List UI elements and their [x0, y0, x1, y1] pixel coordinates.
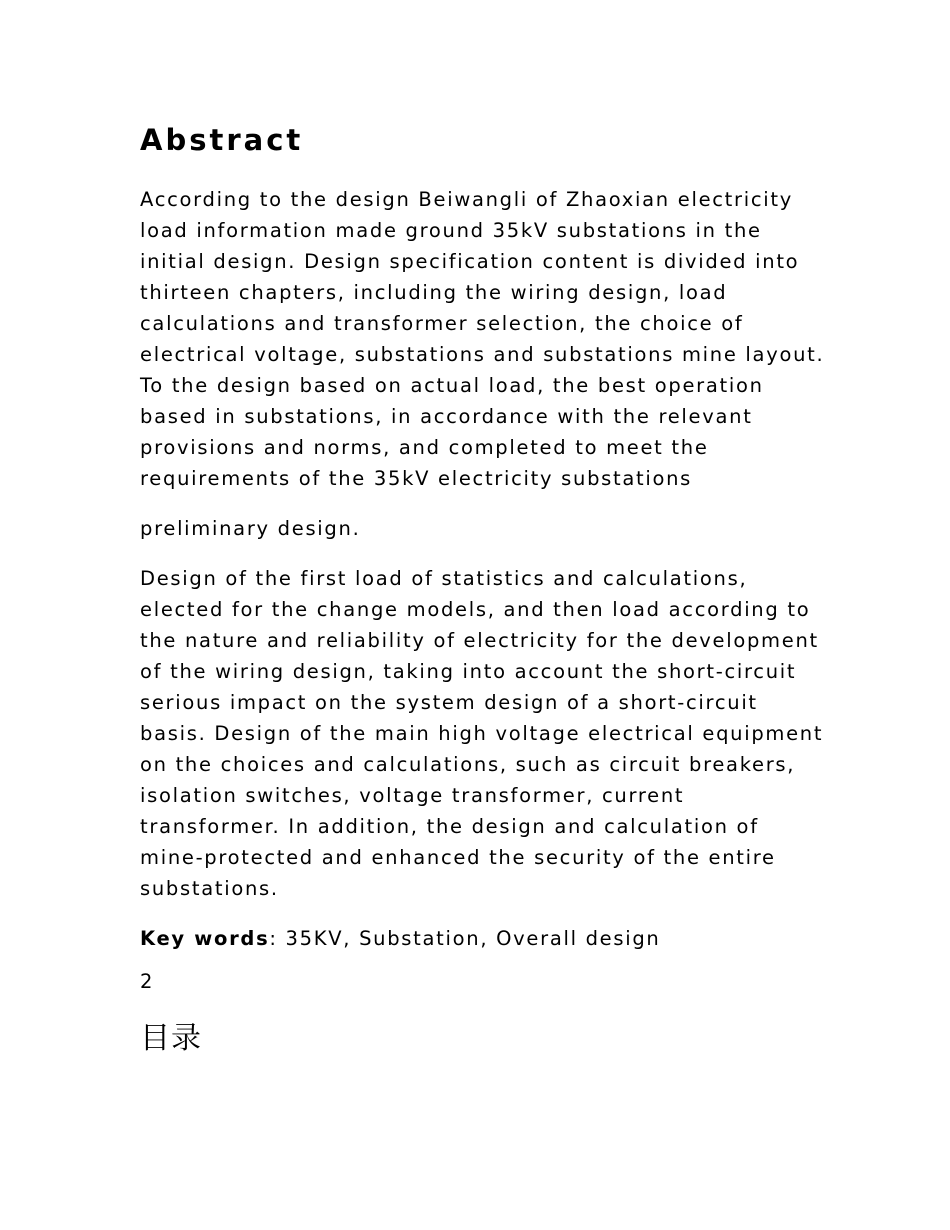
text-line: calculations and transformer selection, the choice of: [140, 312, 744, 335]
abstract-heading: Abstract: [140, 123, 304, 157]
text-line: thirteen chapters, including the wiring design, load: [140, 281, 728, 304]
text-line: basis. Design of the main high voltage electrical equipment: [140, 722, 824, 745]
abstract-paragraph-3: [140, 563, 824, 904]
text-line: the nature and reliability of electricity for the development: [140, 629, 819, 652]
text-line: elected for the change models, and then load according to: [140, 598, 811, 621]
text-line: load information made ground 35kV substations in the: [140, 219, 762, 242]
table-of-contents-title: 目录: [140, 1021, 202, 1056]
abstract-paragraph-2: [140, 513, 820, 544]
text-line: of the wiring design, taking into account the short-circuit: [140, 660, 797, 683]
text-line: According to the design Beiwangli of Zhaoxian electricity: [140, 188, 793, 211]
text-line: preliminary design.: [140, 517, 361, 540]
text-line: Design of the first load of statistics and calculations,: [140, 567, 748, 590]
keywords-line: [140, 923, 820, 954]
text-line: electrical voltage, substations and substations mine layout.: [140, 343, 825, 366]
text-line: provisions and norms, and completed to meet the: [140, 436, 709, 459]
text-line: transformer. In addition, the design and calculation of: [140, 815, 759, 838]
keywords-value: : 35KV, Substation, Overall design: [269, 927, 661, 950]
text-line: To the design based on actual load, the best operation: [140, 374, 764, 397]
text-line: on the choices and calculations, such as circuit breakers,: [140, 753, 796, 776]
text-line: initial design. Design specification content is divided into: [140, 250, 800, 273]
abstract-paragraph-1: [140, 184, 825, 494]
text-line: substations.: [140, 877, 279, 900]
text-line: serious impact on the system design of a short-circuit: [140, 691, 758, 714]
document-page: [140, 118, 825, 1059]
text-line: requirements of the 35kV electricity substations: [140, 467, 693, 490]
page-number: 2: [140, 970, 153, 993]
text-line: based in substations, in accordance with the relevant: [140, 405, 753, 428]
text-line: isolation switches, voltage transformer, current: [140, 784, 685, 807]
keywords-label: Key words: [140, 927, 270, 950]
text-line: mine-protected and enhanced the security of the entire: [140, 846, 776, 869]
